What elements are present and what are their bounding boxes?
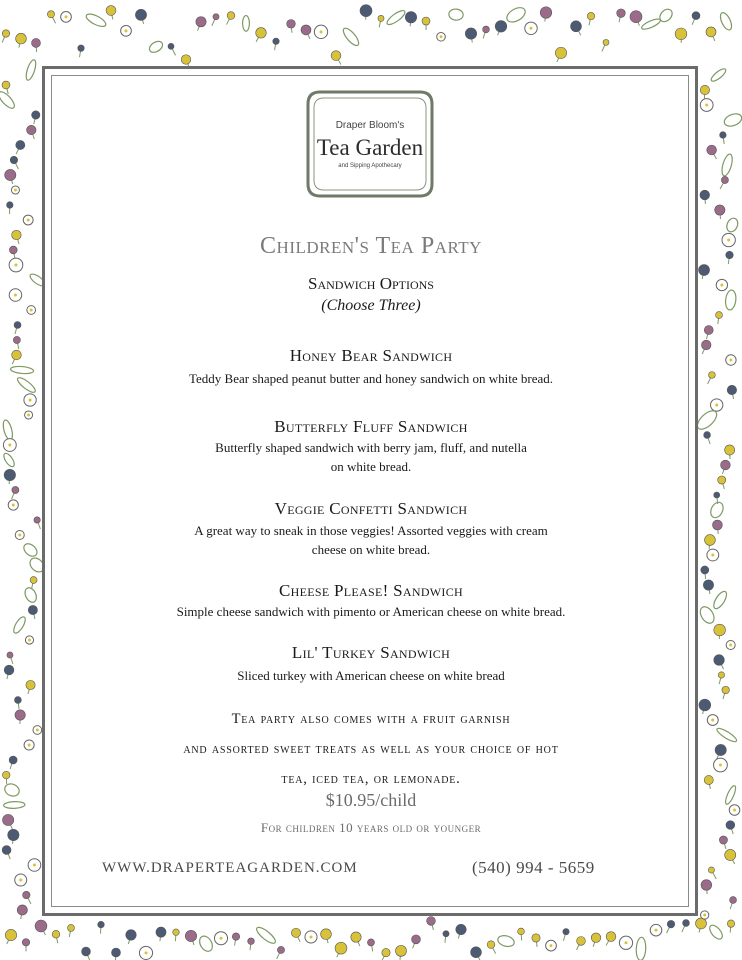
flower-icon	[32, 38, 41, 47]
flower-icon	[30, 577, 37, 584]
flower-icon	[683, 920, 690, 927]
blossom-center-icon	[719, 764, 722, 767]
flower-icon	[471, 947, 482, 958]
blossom-center-icon	[655, 929, 658, 932]
flower-icon	[722, 686, 729, 693]
leaf-icon	[10, 366, 34, 375]
flower-icon	[725, 445, 735, 455]
flower-icon	[181, 55, 191, 65]
leaf-icon	[2, 452, 16, 469]
logo-line-2: Tea Garden	[316, 135, 424, 160]
flower-icon	[4, 665, 14, 675]
blossom-center-icon	[711, 554, 714, 557]
leaf-icon	[504, 5, 527, 25]
flower-icon	[360, 5, 372, 17]
flower-icon	[427, 917, 436, 926]
blossom-center-icon	[310, 935, 313, 938]
flower-icon	[351, 932, 361, 942]
blossom-center-icon	[711, 719, 714, 722]
menu-item-desc-cont: cheese on white bread.	[311, 542, 431, 557]
flower-icon	[301, 25, 311, 35]
blossom-center-icon	[729, 644, 732, 647]
flower-icon	[156, 927, 166, 937]
blossom-center-icon	[220, 937, 223, 940]
flower-icon	[287, 19, 296, 28]
flower-icon	[34, 517, 40, 523]
flower-icon	[3, 814, 14, 825]
flower-icon	[16, 140, 25, 149]
flower-icon	[256, 28, 267, 39]
flower-icon	[2, 30, 9, 37]
flower-icon	[726, 821, 735, 830]
leaf-icon	[640, 17, 661, 31]
flower-icon	[12, 350, 22, 360]
flower-icon	[709, 372, 716, 379]
flower-icon	[106, 6, 116, 16]
flower-icon	[706, 27, 716, 37]
flower-icon	[720, 132, 727, 139]
flower-icon	[701, 566, 709, 574]
flower-icon	[291, 928, 300, 937]
blossom-center-icon	[720, 284, 723, 287]
leaf-icon	[3, 801, 25, 808]
flower-icon	[675, 28, 687, 40]
website-link[interactable]: WWW.DRAPERTEAGARDEN.COM	[102, 860, 358, 876]
leaf-icon	[711, 589, 729, 610]
blossom-center-icon	[18, 534, 21, 537]
menu-item-desc: Sliced turkey with American cheese on white bread	[237, 668, 505, 683]
leaf-icon	[12, 615, 28, 635]
blossom-center-icon	[19, 879, 22, 882]
leaf-icon	[694, 408, 720, 433]
flower-icon	[699, 699, 711, 711]
blossom-center-icon	[145, 951, 148, 954]
blossom-center-icon	[33, 864, 36, 867]
leaf-icon	[725, 216, 740, 233]
flower-icon	[487, 941, 495, 949]
flower-icon	[7, 652, 13, 658]
leaf-icon	[21, 541, 39, 558]
flower-icon	[232, 933, 239, 940]
blossom-center-icon	[14, 264, 17, 267]
flower-icon	[721, 176, 728, 183]
flower-icon	[726, 251, 733, 258]
leaf-icon	[3, 782, 21, 799]
flower-icon	[591, 933, 601, 943]
blossom-center-icon	[27, 219, 30, 222]
blossom-center-icon	[12, 504, 15, 507]
flower-icon	[727, 385, 736, 394]
flower-icon	[9, 246, 17, 254]
blossom-center-icon	[8, 444, 11, 447]
flower-icon	[16, 33, 27, 44]
blossom-center-icon	[29, 399, 32, 402]
leaf-icon	[84, 12, 107, 29]
flower-icon	[47, 11, 54, 18]
menu-item-name: Honey Bear Sandwich	[289, 346, 453, 365]
flower-icon	[701, 880, 712, 891]
flower-icon	[382, 948, 390, 956]
leaf-icon	[448, 8, 463, 21]
leaf-icon	[23, 586, 39, 604]
flower-icon	[727, 920, 734, 927]
flower-icon	[185, 930, 196, 941]
note-line: Tea party also comes with a fruit garnish	[231, 711, 511, 727]
flower-icon	[4, 469, 15, 480]
flower-icon	[28, 605, 37, 614]
flower-icon	[412, 935, 421, 944]
flower-icon	[617, 9, 626, 18]
flower-icon	[718, 672, 724, 678]
flower-icon	[273, 38, 279, 44]
flower-icon	[331, 51, 341, 61]
flower-icon	[456, 924, 466, 934]
flower-icon	[571, 21, 582, 32]
flower-icon	[725, 849, 736, 860]
phone-number: (540) 994 - 5659	[472, 858, 595, 877]
flower-icon	[708, 867, 714, 873]
flower-icon	[540, 7, 552, 19]
blossom-center-icon	[705, 104, 708, 107]
flower-icon	[692, 12, 700, 20]
flower-icon	[27, 125, 36, 134]
choose-note: (Choose Three)	[321, 297, 421, 314]
blossom-center-icon	[550, 944, 553, 947]
blossom-center-icon	[729, 359, 732, 362]
flower-icon	[707, 145, 717, 155]
flower-icon	[532, 934, 540, 942]
flower-icon	[321, 929, 332, 940]
flower-icon	[704, 432, 711, 439]
logo-line-3: and Sipping Apothecary	[338, 163, 402, 169]
flower-icon	[12, 486, 19, 493]
menu-item-desc: Simple cheese sandwich with pimento or American cheese on white bread.	[176, 604, 566, 619]
note-line: tea, iced tea, or lemonade.	[281, 771, 461, 787]
flower-icon	[22, 939, 29, 946]
flower-icon	[13, 336, 20, 343]
blossom-center-icon	[530, 27, 533, 30]
blossom-center-icon	[30, 309, 33, 312]
flower-icon	[714, 492, 720, 498]
menu-item-desc: A great way to sneak in those veggies! Assorted veggies with cream	[194, 523, 548, 538]
flower-icon	[5, 169, 16, 180]
flower-icon	[555, 47, 566, 58]
price: $10.95/child	[325, 790, 417, 810]
flower-icon	[227, 12, 235, 20]
flower-icon	[2, 846, 11, 855]
blossom-center-icon	[36, 729, 39, 732]
flower-icon	[2, 81, 10, 89]
flower-icon	[714, 655, 725, 666]
flower-icon	[577, 936, 586, 945]
flower-icon	[126, 930, 136, 940]
flower-icon	[701, 340, 711, 350]
flower-icon	[721, 460, 731, 470]
blossom-center-icon	[727, 239, 730, 242]
flower-icon	[378, 15, 384, 21]
blossom-center-icon	[733, 809, 736, 812]
leaf-icon	[147, 39, 164, 54]
menu-item-name: Veggie Confetti Sandwich	[274, 499, 468, 518]
age-note: For children 10 years old or younger	[260, 820, 482, 835]
flower-icon	[704, 326, 713, 335]
leaf-icon	[497, 934, 516, 948]
leaf-icon	[1, 419, 14, 441]
flower-icon	[135, 9, 146, 20]
leaf-icon	[724, 289, 736, 310]
flower-icon	[8, 829, 19, 840]
menu-item-name: Butterfly Fluff Sandwich	[274, 417, 468, 436]
flower-icon	[9, 756, 17, 764]
flower-icon	[587, 12, 594, 19]
flower-icon	[98, 921, 105, 928]
blossom-center-icon	[28, 639, 31, 642]
flower-icon	[17, 905, 27, 915]
flower-icon	[405, 12, 416, 23]
flower-icon	[718, 476, 726, 484]
flower-icon	[699, 265, 710, 276]
leaf-icon	[724, 785, 738, 806]
flower-icon	[68, 924, 75, 931]
flower-icon	[422, 17, 430, 25]
flower-icon	[32, 111, 40, 119]
flower-icon	[483, 26, 490, 33]
flower-icon	[630, 11, 642, 23]
flower-icon	[696, 918, 707, 929]
flower-icon	[704, 775, 713, 784]
blossom-center-icon	[125, 29, 128, 32]
blossom-center-icon	[28, 744, 31, 747]
leaf-icon	[341, 26, 361, 48]
leaf-icon	[715, 726, 738, 743]
flower-icon	[5, 929, 16, 940]
flower-icon	[563, 929, 569, 935]
leaf-icon	[385, 8, 407, 27]
flower-icon	[82, 947, 91, 956]
flower-icon	[396, 945, 407, 956]
blossom-center-icon	[27, 414, 30, 417]
blossom-center-icon	[703, 914, 706, 917]
leaf-icon	[16, 375, 38, 394]
flower-icon	[518, 928, 525, 935]
flower-icon	[277, 946, 284, 953]
menu-item-desc: Teddy Bear shaped peanut butter and honey sandwich on white bread.	[188, 371, 554, 386]
section-heading: Sandwich Options	[308, 274, 434, 293]
flower-icon	[715, 205, 725, 215]
flower-icon	[12, 230, 21, 239]
flower-icon	[112, 948, 121, 957]
leaf-icon	[723, 112, 742, 129]
flower-icon	[667, 920, 675, 928]
leaf-icon	[718, 11, 734, 31]
leaf-icon	[710, 67, 728, 83]
flower-icon	[2, 771, 9, 778]
leaf-icon	[636, 937, 647, 960]
flower-icon	[730, 897, 737, 904]
flower-icon	[173, 929, 180, 936]
menu-item-desc-cont: on white bread.	[330, 459, 412, 474]
flower-icon	[495, 21, 507, 33]
flower-icon	[719, 836, 727, 844]
flower-icon	[714, 624, 726, 636]
flower-icon	[248, 938, 255, 945]
flower-icon	[367, 939, 374, 946]
blossom-center-icon	[14, 294, 17, 297]
flower-icon	[716, 312, 723, 319]
flower-icon	[52, 930, 60, 938]
flower-icon	[23, 891, 30, 898]
flower-icon	[10, 156, 17, 163]
menu-item-name: Cheese Please! Sandwich	[279, 581, 463, 600]
menu-title: Children's Tea Party	[260, 233, 482, 259]
blossom-center-icon	[715, 404, 718, 407]
flower-icon	[7, 202, 14, 209]
flower-icon	[465, 28, 476, 39]
flower-icon	[700, 190, 710, 200]
menu-item-desc: Butterfly shaped sandwich with berry jam, fluff, and nutella	[215, 440, 527, 455]
logo-line-1: Draper Bloom's	[335, 120, 405, 131]
menu-item-name: Lil' Turkey Sandwich	[291, 643, 451, 662]
flower-icon	[703, 580, 713, 590]
leaf-icon	[708, 500, 725, 519]
leaf-icon	[197, 934, 215, 954]
flower-icon	[705, 535, 716, 546]
leaf-icon	[243, 16, 250, 32]
blossom-center-icon	[440, 35, 443, 38]
note-line: and assorted sweet treats as well as your choice of hot	[183, 741, 559, 757]
flower-icon	[712, 520, 722, 530]
flower-icon	[700, 85, 709, 94]
flower-icon	[14, 697, 21, 704]
flower-icon	[196, 17, 206, 27]
flower-icon	[213, 14, 219, 20]
leaf-icon	[720, 153, 734, 177]
flower-icon	[335, 942, 347, 954]
leaf-icon	[0, 89, 17, 110]
flower-icon	[26, 680, 35, 689]
flower-icon	[14, 322, 21, 329]
flower-icon	[603, 39, 609, 45]
leaf-icon	[707, 923, 724, 941]
blossom-center-icon	[65, 15, 68, 18]
flower-icon	[168, 43, 174, 49]
flower-icon	[606, 932, 616, 942]
leaf-icon	[24, 59, 37, 81]
blossom-center-icon	[625, 941, 628, 944]
blossom-center-icon	[320, 30, 323, 33]
blossom-center-icon	[14, 189, 17, 192]
flower-icon	[15, 710, 25, 720]
flower-icon	[35, 920, 47, 932]
tea-party-note	[60, 704, 682, 794]
leaf-icon	[254, 925, 277, 946]
flower-icon	[78, 45, 84, 51]
flower-icon	[715, 744, 726, 755]
flower-icon	[443, 931, 449, 937]
